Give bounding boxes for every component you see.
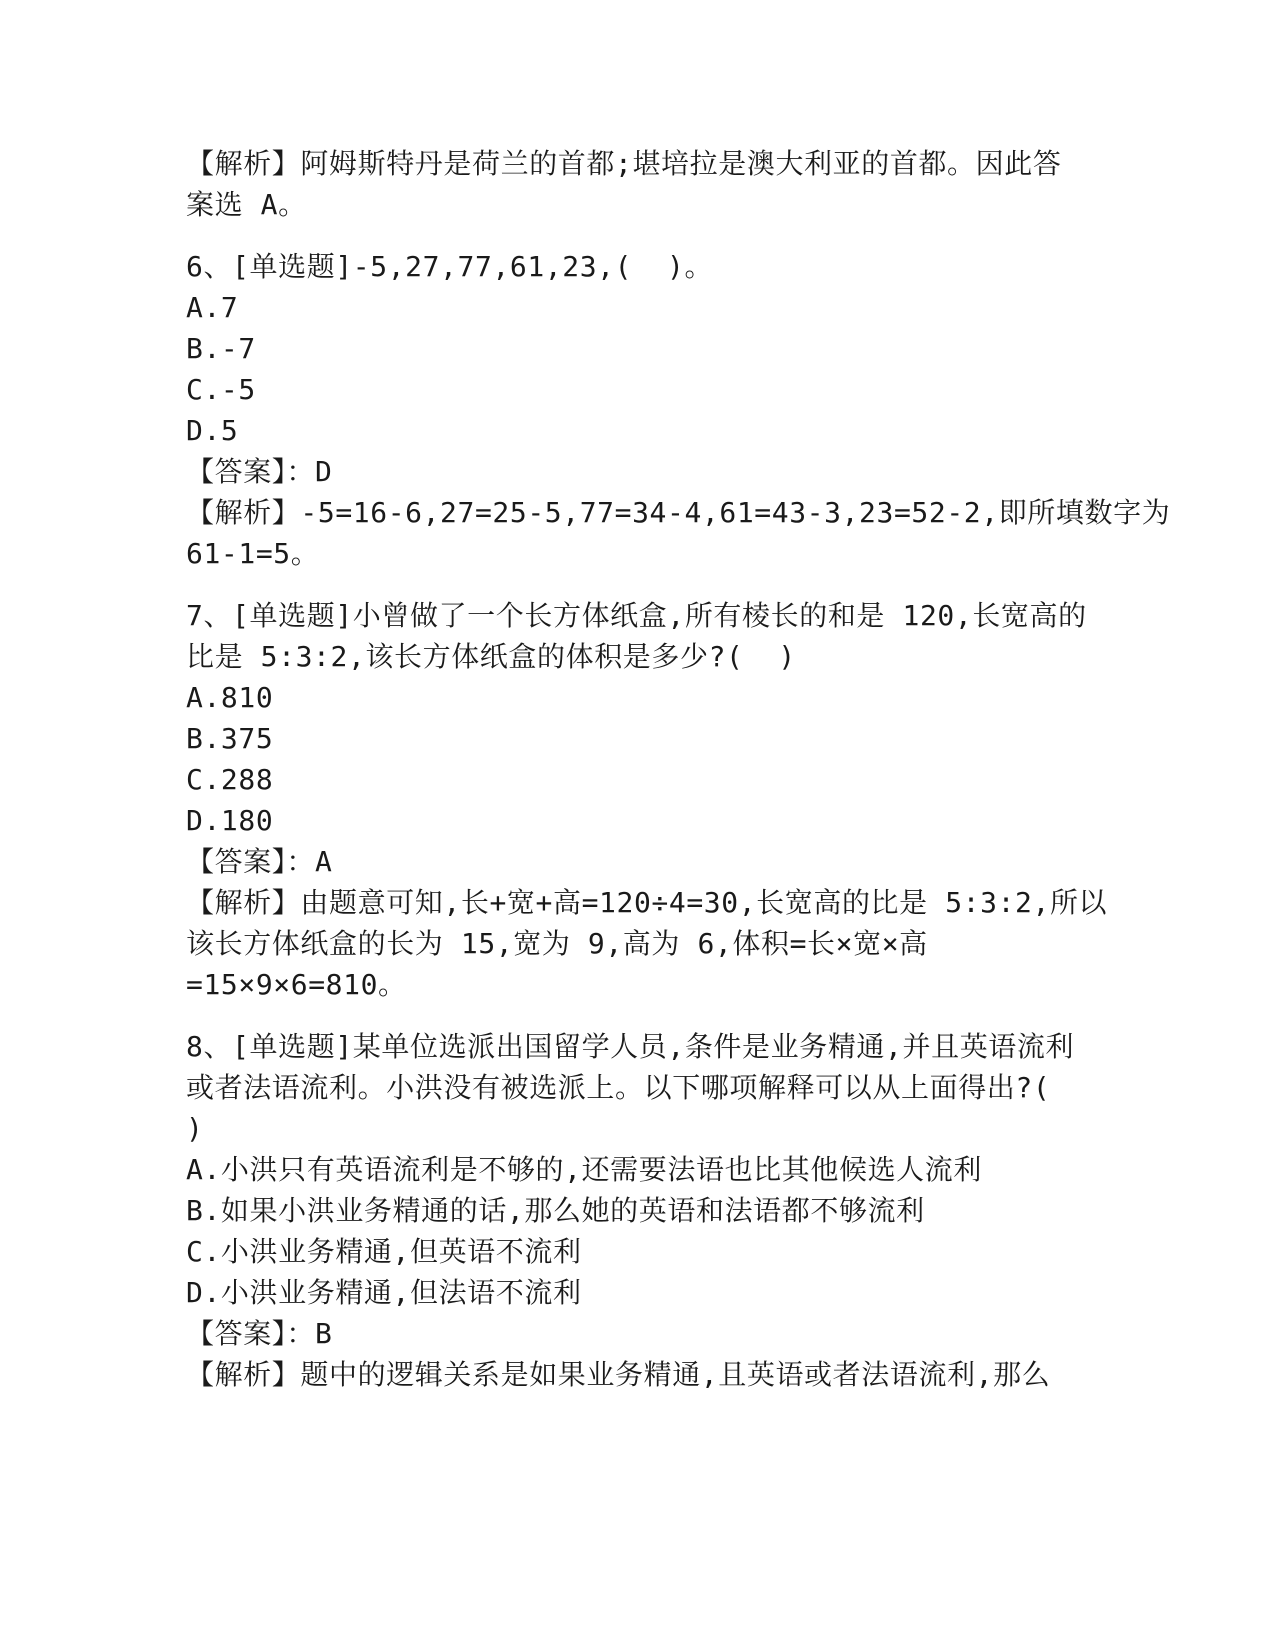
question-7-stem: 7、[单选题]小曾做了一个长方体纸盒,所有棱长的和是 120,长宽高的 bbox=[186, 599, 1087, 632]
question-8-stem: 8、[单选题]某单位选派出国留学人员,条件是业务精通,并且英语流利 bbox=[186, 1030, 1075, 1063]
option-a: A.小洪只有英语流利是不够的,还需要法语也比其他候选人流利 bbox=[186, 1153, 982, 1186]
option-d: D.180 bbox=[186, 804, 274, 837]
explanation-line: 该长方体纸盒的长为 15,宽为 9,高为 6,体积=长×宽×高 bbox=[186, 927, 928, 960]
explanation-line: 【解析】阿姆斯特丹是荷兰的首都;堪培拉是澳大利亚的首都。因此答 bbox=[186, 147, 1062, 180]
option-c: C.288 bbox=[186, 763, 274, 796]
option-c: C.-5 bbox=[186, 373, 256, 406]
answer-line: 【答案】：A bbox=[186, 845, 333, 878]
question-8-stem: ) bbox=[186, 1112, 204, 1145]
explanation-line: 61-1=5。 bbox=[186, 537, 320, 570]
option-b: B.375 bbox=[186, 722, 274, 755]
explanation-line: 【解析】题中的逻辑关系是如果业务精通,且英语或者法语流利,那么 bbox=[186, 1358, 1051, 1391]
option-a: A.7 bbox=[186, 291, 239, 324]
explanation-line: 【解析】由题意可知,长+宽+高=120÷4=30,长宽高的比是 5:3:2,所以 bbox=[186, 886, 1108, 919]
option-c: C.小洪业务精通,但英语不流利 bbox=[186, 1235, 582, 1268]
question-8-stem: 或者法语流利。小洪没有被选派上。以下哪项解释可以从上面得出?( bbox=[186, 1071, 1051, 1104]
explanation-line: 案选 A。 bbox=[186, 188, 307, 221]
option-b: B.如果小洪业务精通的话,那么她的英语和法语都不够流利 bbox=[186, 1194, 925, 1227]
option-b: B.-7 bbox=[186, 332, 256, 365]
option-d: D.小洪业务精通,但法语不流利 bbox=[186, 1276, 582, 1309]
answer-line: 【答案】：B bbox=[186, 1317, 333, 1350]
answer-line: 【答案】：D bbox=[186, 455, 333, 488]
question-6-stem: 6、[单选题]-5,27,77,61,23,( )。 bbox=[186, 250, 714, 283]
option-a: A.810 bbox=[186, 681, 274, 714]
explanation-line: 【解析】-5=16-6,27=25-5,77=34-4,61=43-3,23=52-2,即所填数字为 bbox=[186, 496, 1171, 529]
question-7-stem: 比是 5:3:2,该长方体纸盒的体积是多少?( ) bbox=[186, 640, 796, 673]
option-d: D.5 bbox=[186, 414, 239, 447]
explanation-line: =15×9×6=810。 bbox=[186, 968, 407, 1001]
